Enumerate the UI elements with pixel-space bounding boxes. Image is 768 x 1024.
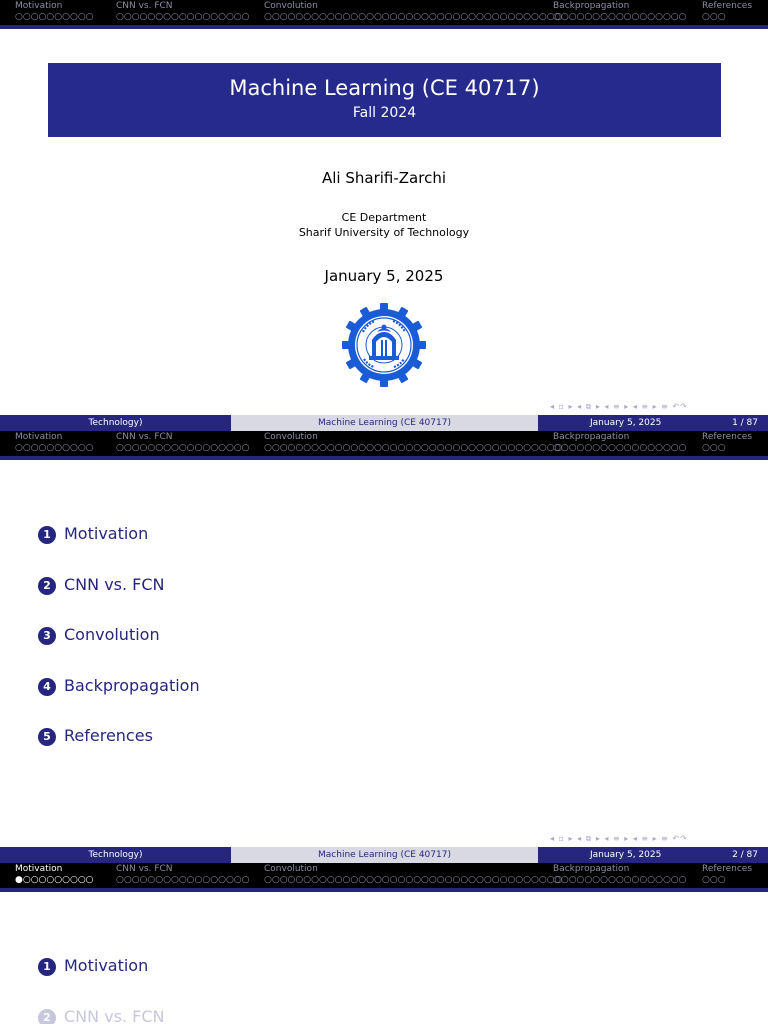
presentation-subtitle: Fall 2024 xyxy=(352,105,417,121)
sharif-university-logo xyxy=(341,302,427,388)
nav-section-label: References xyxy=(702,432,753,442)
outline-item-label: Motivation xyxy=(64,956,149,975)
outline-item-label: Backpropagation xyxy=(64,676,200,695)
nav-section-dots: ○○○○○○○○○○○○○○○○○○○○○○○○○○○○○○○○○○○○○○ xyxy=(264,12,563,22)
outline-item-references[interactable] xyxy=(38,726,153,746)
nav-section-motivation[interactable] xyxy=(15,431,94,453)
nav-section-dots: ○○○○○○○○○○ xyxy=(15,443,94,453)
nav-section-label: Convolution xyxy=(264,864,318,874)
section-navbar xyxy=(0,431,768,460)
nav-section-motivation[interactable] xyxy=(15,863,94,885)
nav-section-dots: ○○○○○○○○○○○○○○○○○○○○○○○○○○○○○○○○○○○○○○ xyxy=(264,875,563,885)
footer-date-page xyxy=(538,847,768,863)
section-navbar xyxy=(0,863,768,892)
footer-page-number: 1 / 87 xyxy=(732,418,758,428)
nav-section-references[interactable] xyxy=(702,431,752,453)
outline-item-label: Convolution xyxy=(64,625,160,644)
nav-section-cnn-vs-fcn[interactable] xyxy=(116,0,250,22)
nav-section-dots: ○○○○○○○○○○○○○○○○○ xyxy=(553,875,687,885)
outline-item-backpropagation[interactable] xyxy=(38,676,200,696)
footer-date: January 5, 2025 xyxy=(590,418,662,428)
outline-item-label: References xyxy=(64,726,153,745)
nav-section-dots: ○○○○○○○○○○○○○○○○○ xyxy=(553,443,687,453)
department: CE Department xyxy=(341,211,427,224)
nav-section-label: References xyxy=(702,864,753,874)
author-name: Ali Sharifi-Zarchi xyxy=(321,169,446,187)
outline-item-label: CNN vs. FCN xyxy=(64,575,165,594)
nav-section-references[interactable] xyxy=(702,0,752,22)
navbar-underline xyxy=(0,25,768,29)
nav-section-label: CNN vs. FCN xyxy=(116,1,173,11)
outline-number-badge: 5 xyxy=(38,728,56,746)
nav-section-dots: ○○○○○○○○○○○○○○○○○○○○○○○○○○○○○○○○○○○○○○ xyxy=(264,443,563,453)
university: Sharif University of Technology xyxy=(298,226,470,239)
nav-section-convolution[interactable] xyxy=(264,863,562,885)
outline-item-cnn-vs-fcn[interactable] xyxy=(38,1007,165,1024)
beamer-navigation-symbols[interactable]: ◂ ▫ ▸ ◂ ⧉ ▸ ◂ ≡ ▸ ◂ ≡ ▸ ≡ ↶↷ xyxy=(550,834,688,843)
nav-section-label: References xyxy=(702,1,753,11)
outline-number-badge: 1 xyxy=(38,958,56,976)
outline-item-label: CNN vs. FCN xyxy=(64,1007,165,1024)
beamer-navigation-symbols[interactable]: ◂ ▫ ▸ ◂ ⧉ ▸ ◂ ≡ ▸ ◂ ≡ ▸ ≡ ↶↷ xyxy=(550,402,688,411)
outline-item-convolution[interactable] xyxy=(38,625,160,645)
footer-author-institute: Technology) xyxy=(0,415,231,431)
footer-author-institute: Technology) xyxy=(0,847,231,863)
navbar-underline xyxy=(0,888,768,892)
nav-section-dots: ○○○ xyxy=(702,443,726,453)
outline-number-badge: 2 xyxy=(38,1009,56,1024)
nav-section-label: Backpropagation xyxy=(553,1,630,11)
presentation-title: Machine Learning (CE 40717) xyxy=(229,76,540,100)
navbar-underline xyxy=(0,456,768,460)
nav-section-dots: ○○○○○○○○○○○○○○○○○ xyxy=(116,443,250,453)
nav-section-label: CNN vs. FCN xyxy=(116,864,173,874)
outline-item-motivation[interactable] xyxy=(38,956,148,976)
outline-item-label: Motivation xyxy=(64,524,149,543)
outline-item-motivation[interactable] xyxy=(38,524,148,544)
footer-title: Machine Learning (CE 40717) xyxy=(231,847,538,863)
nav-section-label: Motivation xyxy=(15,864,63,874)
nav-section-references[interactable] xyxy=(702,863,752,885)
outline-number-badge: 1 xyxy=(38,526,56,544)
nav-section-label: Convolution xyxy=(264,1,318,11)
outline-number-badge: 2 xyxy=(38,577,56,595)
nav-section-backpropagation[interactable] xyxy=(553,863,687,885)
presentation-date: January 5, 2025 xyxy=(324,267,444,285)
nav-section-dots: ○○○○○○○○○○○○○○○○○ xyxy=(116,12,250,22)
slide-footer xyxy=(0,415,768,431)
nav-section-motivation[interactable] xyxy=(15,0,94,22)
title-box xyxy=(48,63,721,137)
slide-footer xyxy=(0,847,768,863)
nav-section-dots: ●○○○○○○○○○ xyxy=(15,875,94,885)
nav-section-convolution[interactable] xyxy=(264,431,562,453)
nav-section-dots: ○○○ xyxy=(702,875,726,885)
nav-section-label: Motivation xyxy=(15,432,63,442)
nav-section-label: Convolution xyxy=(264,432,318,442)
footer-page-number: 2 / 87 xyxy=(732,850,758,860)
nav-section-dots: ○○○○○○○○○○○○○○○○○ xyxy=(116,875,250,885)
nav-section-label: Backpropagation xyxy=(553,432,630,442)
institution xyxy=(0,210,768,240)
nav-section-backpropagation[interactable] xyxy=(553,431,687,453)
nav-section-label: Motivation xyxy=(15,1,63,11)
nav-section-dots: ○○○ xyxy=(702,12,726,22)
nav-section-label: Backpropagation xyxy=(553,864,630,874)
nav-section-dots: ○○○○○○○○○○○○○○○○○ xyxy=(553,12,687,22)
outline-number-badge: 4 xyxy=(38,678,56,696)
nav-section-label: CNN vs. FCN xyxy=(116,432,173,442)
footer-date-page xyxy=(538,415,768,431)
footer-date: January 5, 2025 xyxy=(590,850,662,860)
nav-section-cnn-vs-fcn[interactable] xyxy=(116,863,250,885)
footer-title: Machine Learning (CE 40717) xyxy=(231,415,538,431)
outline-item-cnn-vs-fcn[interactable] xyxy=(38,575,165,595)
nav-section-dots: ○○○○○○○○○○ xyxy=(15,12,94,22)
nav-section-cnn-vs-fcn[interactable] xyxy=(116,431,250,453)
nav-section-backpropagation[interactable] xyxy=(553,0,687,22)
section-navbar xyxy=(0,0,768,29)
outline-number-badge: 3 xyxy=(38,627,56,645)
nav-section-convolution[interactable] xyxy=(264,0,562,22)
